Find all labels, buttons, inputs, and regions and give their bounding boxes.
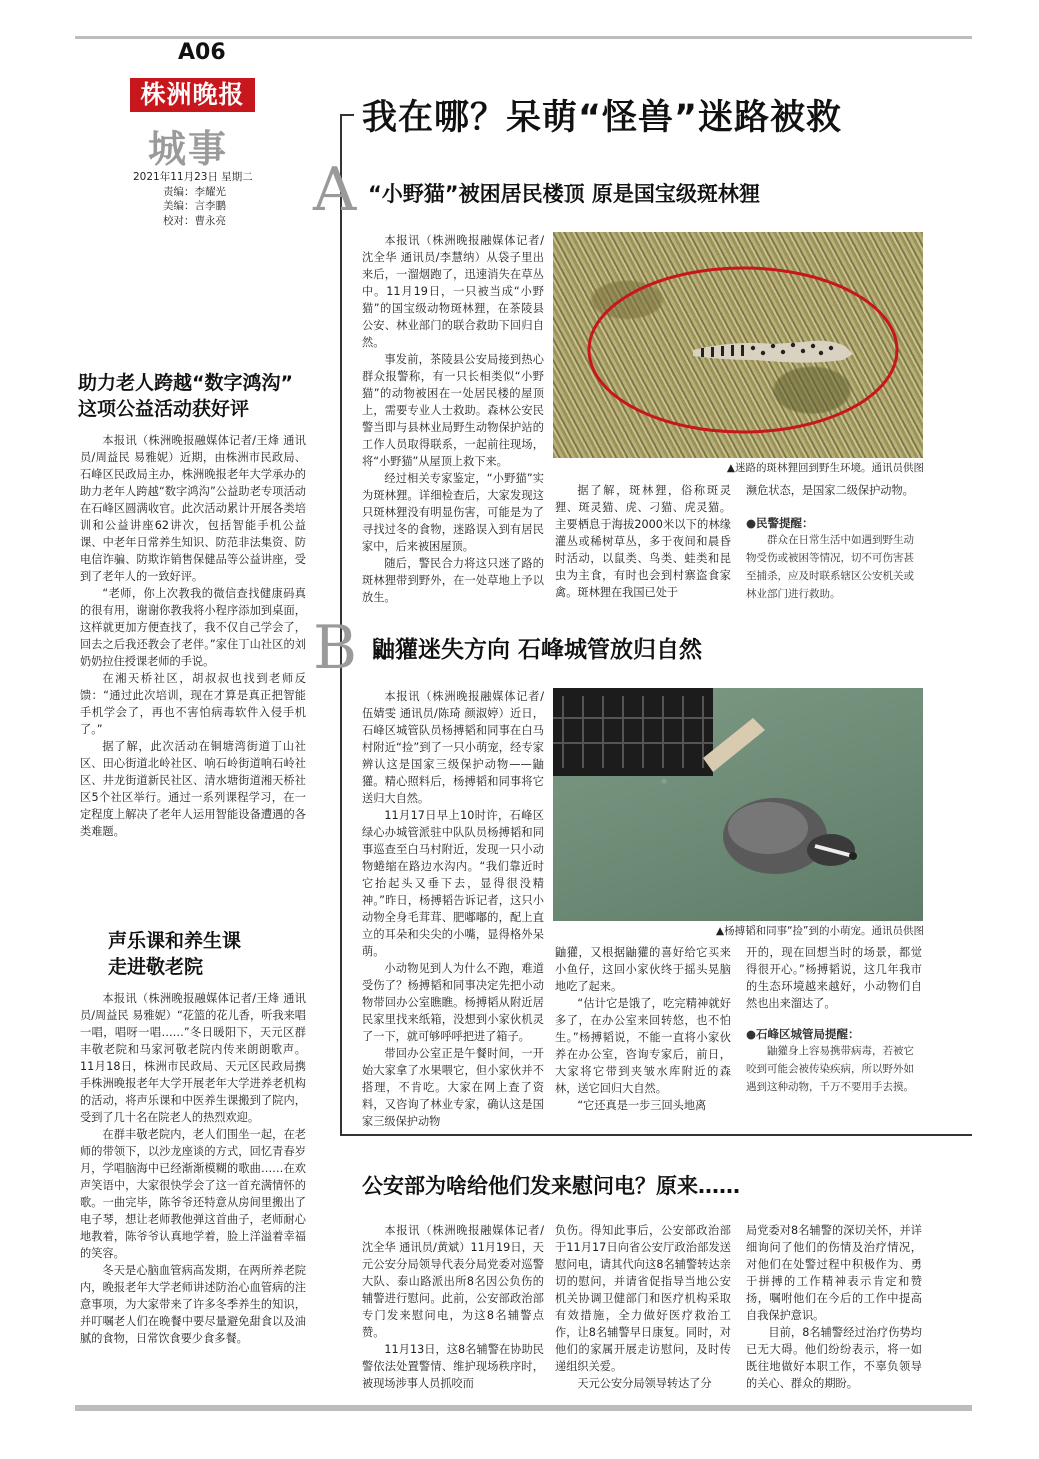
tip-text: 鼬獾身上容易携带病毒，若被它咬到可能会被传染疾病，所以野外如遇到这种动物，千万不要用手去摸。 bbox=[746, 1045, 914, 1093]
date-credits bbox=[133, 170, 253, 228]
main-headline: 我在哪？呆萌“怪兽”迷路被救 bbox=[362, 98, 843, 138]
paragraph: 随后，警民合力将这只迷了路的斑林狸带到野外，在一处草地上予以放生。 bbox=[362, 557, 544, 604]
paragraph: 事发前，茶陵县公安局接到热心群众报警称，有一只长相类似“小野猫”的动物被困在一处居民楼的屋顶上，需要专业人士救助。森林公安民警当即与县林业局野生动物保护站的工作人员取得联系，一起前往现场，将“小野猫”从屋顶上救下来。 bbox=[362, 353, 544, 468]
civet-photo-graphic bbox=[553, 232, 923, 458]
top-rule bbox=[75, 36, 972, 39]
paragraph: 本报讯（株洲晚报融媒体记者/沈全华 通讯员/黄斌）11月19日，天元公安分局领导代表分局党委对巡警大队、泰山路派出所8名因公负伤的辅警进行慰问。此前，公安部政治部专门发来慰问电，为这8名辅警点赞。 bbox=[362, 1224, 544, 1339]
paper-logo: 株洲晚报 bbox=[130, 78, 255, 112]
headline-line: 助力老人跨越“数字鸿沟” bbox=[78, 372, 293, 394]
side-story-1-headline bbox=[78, 370, 293, 422]
story-a-col3 bbox=[746, 482, 922, 603]
story-c-headline: 公安部为啥给他们发来慰问电？原来…… bbox=[362, 1174, 740, 1198]
paragraph: 本报讯（株洲晚报融媒体记者/王烽 通讯员/周益民 易雅妮）“花篮的花儿香，听我来唱一唱，唱呀一唱……”冬日暖阳下，天元区群丰敬老院和马家河敬老院内传来朗朗歌声。11月18日，株洲市民政局、天元区民政局携手株洲晚报老年大学开展老年大学进养老机构的活动，将声乐课和中医养生课搬到了院内，受到了几十名在院老人的热烈欢迎。 bbox=[80, 992, 306, 1124]
paragraph: 目前，8名辅警经过治疗伤势均已无大碍。他们纷纷表示，将一如既往地做好本职工作，不辜负领导的关心、群众的期盼。 bbox=[746, 1326, 922, 1390]
paragraph: 在群丰敬老院内，老人们围坐一起，在老师的带领下，以沙龙座谈的方式，回忆青春岁月，学唱脑海中已经渐渐模糊的歌曲……在欢声笑语中，大家很快学会了这一首充满情怀的歌。一曲完毕，陈爷爷还特意从房间里搬出了电子琴，想让老师教他弹这首曲子，老师耐心地教着，陈爷爷认真地学着，脸上洋溢着幸福的笑容。 bbox=[80, 1128, 306, 1260]
section-title: 城事 bbox=[148, 126, 229, 171]
story-a-col2 bbox=[555, 482, 731, 601]
story-a-headline: “小野猫”被困居民楼顶 原是国宝级斑林狸 bbox=[368, 182, 760, 206]
paragraph: 据了解，斑林狸，俗称斑灵狸、斑灵猫、虎、刁猫、虎灵猫。主要栖息于海拔2000米以下的林缘灌丛或稀树草丛，多于夜间和晨昏时活动，以鼠类、鸟类、蛙类和昆虫为主食，有时也会到村寨盗食家禽。斑林狸在我国已处于 bbox=[555, 484, 731, 599]
headline-line: 走进敬老院 bbox=[108, 956, 204, 978]
story-a-tip bbox=[746, 531, 922, 603]
paragraph: 本报讯（株洲晚报融媒体记者/王烽 通讯员/周益民 易雅妮）近期，由株洲市民政局、石峰区民政局主办，株洲晚报老年大学承办的助力老年人跨越“数字鸿沟”公益助老专项活动在石峰区圆满收官。此次活动累计开展各类培训和公益讲座62讲次，包括智能手机公益课、中老年日常养生知识、防范非法集资、防电信诈骗、防欺诈销售保健品等公益讲座，受到了老年人的一致好评。 bbox=[80, 434, 306, 583]
paragraph: 天元公安分局领导转达了分 bbox=[577, 1377, 712, 1390]
civet-photo bbox=[553, 232, 923, 458]
story-b-tip bbox=[746, 1042, 922, 1096]
paragraph: 鼬獾，又根据鼬獾的喜好给它买来小鱼仔，这回小家伙终于摇头晃脑地吃了起来。 bbox=[555, 946, 731, 993]
date-line: 2021年11月23日 星期二 bbox=[133, 171, 253, 183]
headline-line: 这项公益活动获好评 bbox=[78, 398, 250, 420]
side-story-2-headline bbox=[108, 928, 241, 980]
editor-credit: 责编：李耀光 bbox=[163, 185, 226, 198]
paragraph: 负伤。得知此事后，公安部政治部于11月17日向省公安厅政治部发送慰问电，请其代向这8名辅警转达亲切的慰问，并请省促指导当地公安机关协调卫健部门和医疗机构采取有效措施，全力做好医疗救治工作，让8名辅警早日康复。同时，对他们的家属开展走访慰问，及时传递组织关爱。 bbox=[555, 1224, 731, 1373]
side-story-2-body bbox=[80, 990, 306, 1347]
tip-text: 群众在日常生活中如遇到野生动物受伤或被困等情况，切不可伤害甚至捕杀，应及时联系辖区公安机关或林业部门进行救助。 bbox=[746, 534, 914, 600]
paragraph: 本报讯（株洲晚报融媒体记者/沈全华 通讯员/李慧纳）从袋子里出来后，一溜烟跑了，迅速消失在草丛中。11月19日，一只被当成“小野猫”的国宝级动物斑林狸，在茶陵县公安、林业部门的联合救助下回归自然。 bbox=[362, 234, 544, 349]
story-b-caption: ▲杨搏韬和同事“捡”到的小萌宠。通讯员供图 bbox=[716, 925, 924, 937]
paragraph: 局党委对8名辅警的深切关怀，并详细询问了他们的伤情及治疗情况，对他们在处警过程中积极作为、勇于拼搏的工作精神表示肯定和赞扬，嘱咐他们在今后的工作中提高自我保护意识。 bbox=[746, 1224, 922, 1322]
story-c-col3 bbox=[746, 1222, 922, 1392]
story-b-col1 bbox=[362, 688, 544, 1130]
paragraph: 小动物见到人为什么不跑，难道受伤了？杨搏韬和同事决定先把小动物带回办公室瞧瞧。杨搏韬从附近居民家里找来纸箱，没想到小家伙机灵了一下，就可够呼呼把进了箱子。 bbox=[362, 962, 544, 1043]
paragraph: 开的，现在回想当时的场景，都觉得很开心。”杨搏韬说，这几年我市的生态环境越来越好，小动物们自然也出来溜达了。 bbox=[746, 946, 922, 1010]
badger-photo bbox=[553, 688, 923, 921]
paragraph: 经过相关专家鉴定，“小野猫”实为斑林狸。详细检查后，大家发现这只斑林狸没有明显伤害，可能是为了寻找过冬的食物，迷路误入到有居民家中，后来被困屋顶。 bbox=[362, 472, 544, 553]
side-story-1-body bbox=[80, 432, 306, 840]
frame-bottom-line bbox=[340, 1134, 972, 1136]
paragraph: 11月13日，这8名辅警在协助民警依法处置警情、维护现场秩序时，被现场涉事人员抓咬而 bbox=[362, 1343, 544, 1390]
story-c-col2 bbox=[555, 1222, 731, 1392]
story-b-letter: B bbox=[313, 613, 358, 683]
story-a-tip-title: ●民警提醒： bbox=[746, 516, 814, 530]
paragraph: 濒危状态，是国家二级保护动物。 bbox=[746, 484, 914, 497]
paragraph: 本报讯（株洲晚报融媒体记者/伍婧雯 通讯员/陈琦 颜淑婷）近日，石峰区城管队员杨搏韬和同事在白马村附近“捡”到了一只小萌宠，经专家辨认这是国家三级保护动物——鼬獾。精心照料后，杨搏韬和同事将它送归大自然。 bbox=[362, 690, 544, 805]
proofreader-credit: 校对：曹永亮 bbox=[163, 214, 226, 227]
story-a-letter: A bbox=[313, 155, 357, 225]
frame-top-tick bbox=[340, 114, 354, 116]
story-a-caption: ▲迷路的斑林狸回到野生环境。通讯员供图 bbox=[726, 462, 924, 474]
story-a-col1 bbox=[362, 232, 544, 606]
headline-line: 声乐课和养生课 bbox=[108, 930, 242, 952]
story-c-col1 bbox=[362, 1222, 544, 1392]
paragraph: 带回办公室正是午餐时间，一开始大家拿了水果喂它，但小家伙并不搭理，不肯吃。大家在网上查了资料，又咨询了林业专家，确认这是国家三级保护动物 bbox=[362, 1047, 544, 1128]
bottom-rule bbox=[75, 1405, 972, 1411]
paragraph: “它还真是一步三回头地离 bbox=[577, 1099, 707, 1112]
designer-credit: 美编：言李鹏 bbox=[163, 200, 226, 212]
paragraph: 据了解，此次活动在铜塘湾街道丁山社区、田心街道北岭社区、响石岭街道响石岭社区、井龙街道新民社区、清水塘街道湘天桥社区5个社区举行。通过一系列课程学习，在一定程度上解决了老年人运用智能设备遭遇的各类难题。 bbox=[80, 740, 306, 838]
story-b-col2 bbox=[555, 944, 731, 1114]
story-b-col3 bbox=[746, 944, 922, 1096]
story-b-headline: 鼬獾迷失方向 石峰城管放归自然 bbox=[372, 637, 703, 663]
paragraph: “估计它是饿了，吃完精神就好多了，在办公室来回转悠，也不怕生。”杨搏韬说，不能一直将小家伙养在办公室，咨询专家后，前日，大家将它带到夹皱水库附近的森林，送它回归大自然。 bbox=[555, 997, 731, 1095]
story-b-tip-title: ●石峰区城管局提醒： bbox=[746, 1027, 860, 1041]
paragraph: 在湘天桥社区，胡叔叔也找到老师反馈：“通过此次培训，现在才算是真正把智能手机学会了，再也不害怕病毒软件入侵手机了。” bbox=[80, 672, 306, 736]
paragraph: 冬天是心脑血管病高发期，在两所养老院内，晚报老年大学老师讲述防治心血管病的注意事项，为大家带来了许多冬季养生的知识，并叮嘱老人们在晚餐中要尽量避免甜食以及油腻的食物，日常饮食要少食多餐。 bbox=[80, 1264, 306, 1345]
page-number: A06 bbox=[178, 40, 226, 65]
paragraph: 11月17日早上10时许，石峰区绿心办城管派驻中队队员杨搏韬和同事巡查至白马村附近，发现一只小动物蜷缩在路边水沟内。“我们靠近时它抬起头又垂下去，显得很没精神。”昨日，杨搏韬告诉记者，这只小动物全身毛茸茸、肥嘟嘟的，配上直立的耳朵和尖尖的小嘴，显得格外呆萌。 bbox=[362, 809, 544, 958]
paragraph: “老师，你上次教我的微信查找健康码真的很有用，谢谢你教我将小程序添加到桌面，这样就更加方便查找了，我不仅自己学会了，回去之后我还教会了老伴。”家住丁山社区的刘奶奶拉住授课老师的手说。 bbox=[80, 587, 306, 668]
badger-photo-graphic bbox=[553, 688, 923, 921]
